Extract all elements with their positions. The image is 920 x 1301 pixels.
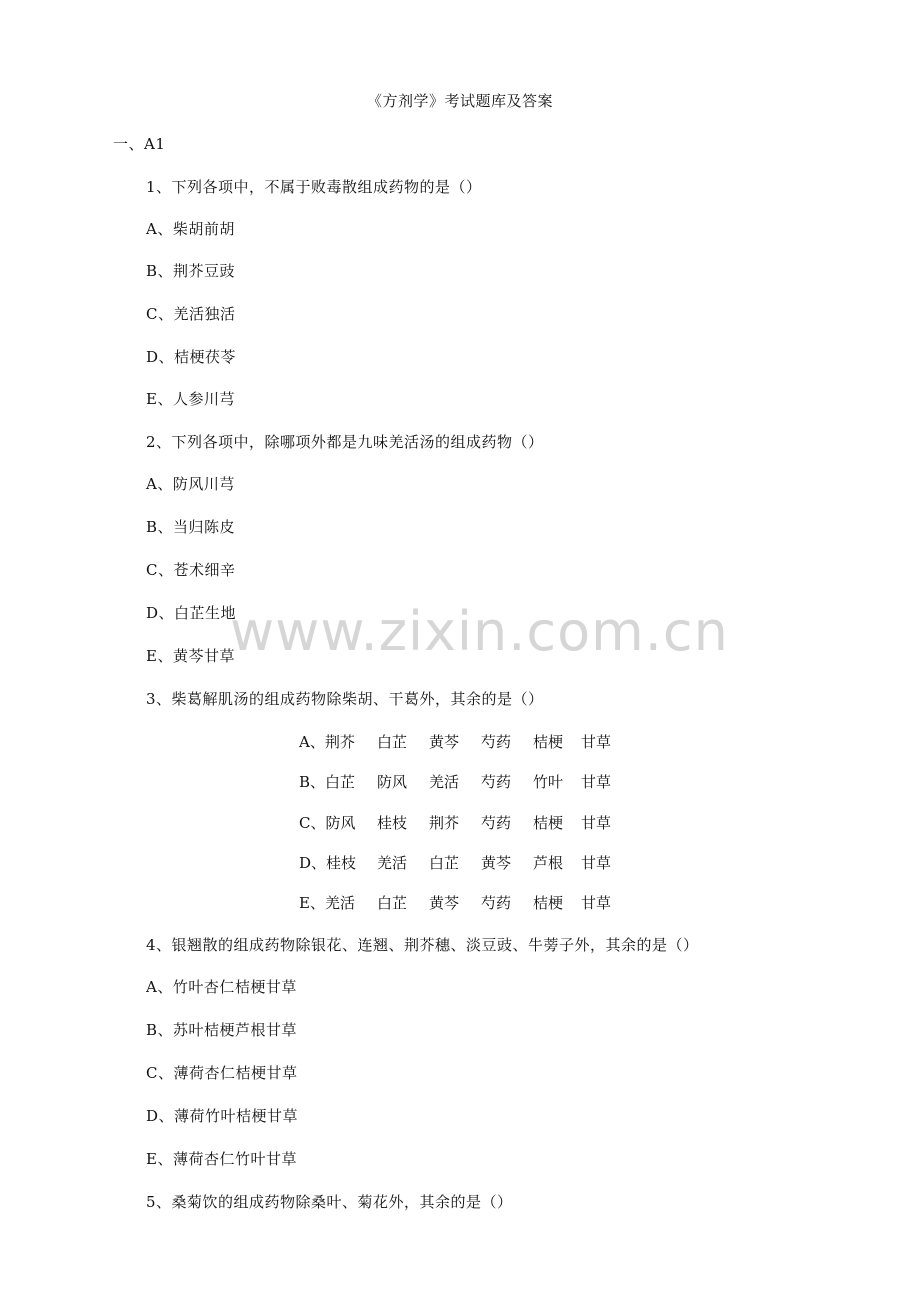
q3-e-herb-6: 甘草 xyxy=(581,894,612,912)
q3-b-herb-4: 芍药 xyxy=(481,773,512,791)
question-5: 5、桑菊饮的组成药物除桑叶、菊花外，其余的是（） xyxy=(146,1193,513,1211)
q4-option-b: B、苏叶桔梗芦根甘草 xyxy=(146,1021,298,1039)
q3-c-herb-5: 桔梗 xyxy=(533,814,564,832)
q3-c-herb-3: 荆芥 xyxy=(429,814,460,832)
q3-d-herb-3: 白芷 xyxy=(429,854,460,872)
q3-a-herb-5: 桔梗 xyxy=(533,733,564,751)
question-1: 1、下列各项中，不属于败毒散组成药物的是（） xyxy=(146,178,482,196)
q3-d-herb-4: 黄芩 xyxy=(481,854,512,872)
q3-a-herb-3: 黄芩 xyxy=(429,733,460,751)
q3-b-herb-6: 甘草 xyxy=(581,773,612,791)
question-2: 2、下列各项中，除哪项外都是九味羌活汤的组成药物（） xyxy=(146,433,544,451)
q2-option-a: A、防风川芎 xyxy=(146,475,235,493)
q4-option-e: E、薄荷杏仁竹叶甘草 xyxy=(146,1150,297,1168)
q3-e-herb-5: 桔梗 xyxy=(533,894,564,912)
section-heading: 一、A1 xyxy=(113,135,166,153)
q3-c-herb-1: C、防风 xyxy=(299,814,356,832)
q3-d-herb-5: 芦根 xyxy=(533,854,564,872)
q3-a-herb-1: A、荆芥 xyxy=(299,733,355,751)
question-3: 3、柴葛解肌汤的组成药物除柴胡、干葛外，其余的是（） xyxy=(146,690,544,708)
q3-b-herb-5: 竹叶 xyxy=(533,773,564,791)
q1-option-e: E、人参川芎 xyxy=(146,390,235,408)
question-4: 4、银翘散的组成药物除银花、连翘、荆芥穗、淡豆豉、牛蒡子外，其余的是（） xyxy=(146,936,699,954)
q3-e-herb-4: 芍药 xyxy=(481,894,512,912)
q3-c-herb-6: 甘草 xyxy=(581,814,612,832)
q3-d-herb-1: D、桂枝 xyxy=(299,854,357,872)
q3-a-herb-4: 芍药 xyxy=(481,733,512,751)
q3-e-herb-1: E、羌活 xyxy=(299,894,355,912)
q1-option-c: C、羌活独活 xyxy=(146,305,236,323)
q3-b-herb-1: B、白芷 xyxy=(299,773,356,791)
q1-option-b: B、荆芥豆豉 xyxy=(146,262,236,280)
q3-a-herb-2: 白芷 xyxy=(377,733,408,751)
watermark: www.zixin.com.cn xyxy=(230,600,729,663)
q2-option-b: B、当归陈皮 xyxy=(146,518,236,536)
q3-c-herb-2: 桂枝 xyxy=(377,814,408,832)
q3-e-herb-3: 黄芩 xyxy=(429,894,460,912)
q4-option-a: A、竹叶杏仁桔梗甘草 xyxy=(146,978,297,996)
q3-b-herb-3: 羌活 xyxy=(429,773,460,791)
q3-d-herb-6: 甘草 xyxy=(581,854,612,872)
q2-option-d: D、白芷生地 xyxy=(146,604,237,622)
document-title: 《方剂学》考试题库及答案 xyxy=(366,92,553,110)
q2-option-c: C、苍术细辛 xyxy=(146,561,236,579)
q3-b-herb-2: 防风 xyxy=(377,773,408,791)
q1-option-a: A、柴胡前胡 xyxy=(146,220,235,238)
q3-d-herb-2: 羌活 xyxy=(377,854,408,872)
q3-e-herb-2: 白芷 xyxy=(377,894,408,912)
q2-option-e: E、黄芩甘草 xyxy=(146,647,235,665)
q4-option-c: C、薄荷杏仁桔梗甘草 xyxy=(146,1064,298,1082)
q4-option-d: D、薄荷竹叶桔梗甘草 xyxy=(146,1107,299,1125)
q3-c-herb-4: 芍药 xyxy=(481,814,512,832)
q3-a-herb-6: 甘草 xyxy=(581,733,612,751)
q1-option-d: D、桔梗茯苓 xyxy=(146,348,237,366)
